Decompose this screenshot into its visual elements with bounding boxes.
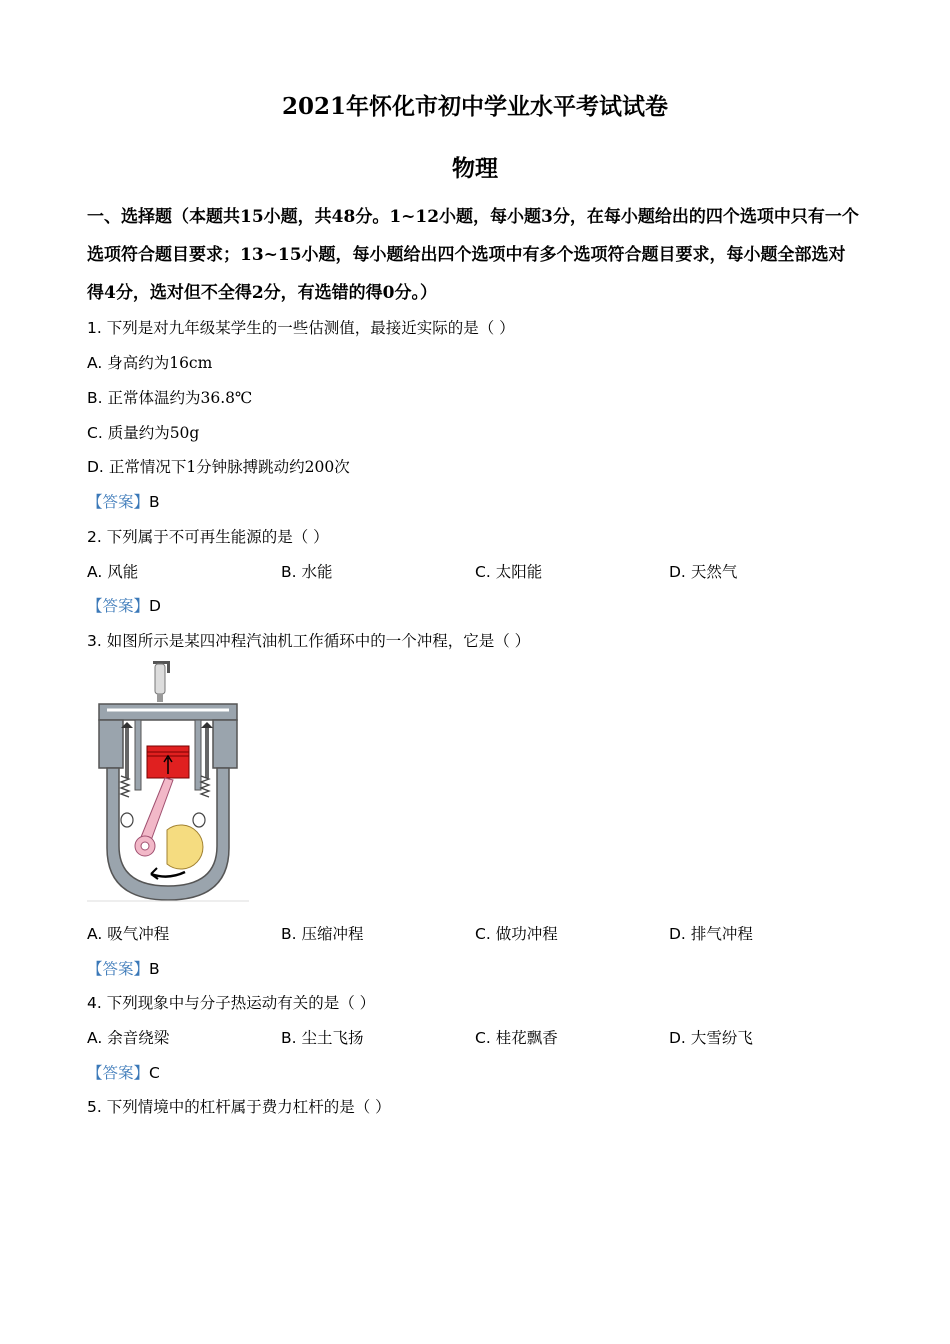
subject-title: 物理: [452, 155, 498, 182]
option-text: 天然气: [690, 563, 738, 581]
option-text: 风能: [107, 563, 139, 581]
answer-4: [87, 1061, 160, 1083]
option-text: 质量约为50g: [107, 424, 200, 442]
option-text: 余音绕梁: [107, 1029, 170, 1047]
answer-value: D: [149, 597, 161, 615]
option-c: [475, 1026, 558, 1048]
option-d: [669, 1026, 753, 1048]
option-c: [87, 421, 199, 443]
answer-1: [87, 490, 160, 512]
answer-label: 【答案】: [87, 597, 150, 615]
option-b: [87, 386, 252, 408]
option-label: C.: [87, 424, 103, 442]
option-b: [281, 560, 333, 582]
option-a: [87, 922, 169, 944]
option-text: 排气冲程: [690, 925, 753, 943]
question-stem: 下列现象中与分子热运动有关的是（ ）: [106, 994, 376, 1012]
option-a: [87, 560, 138, 582]
option-label: B.: [281, 925, 297, 943]
option-label: D.: [669, 563, 686, 581]
exam-title: 2021年怀化市初中学业水平考试试卷: [281, 93, 668, 120]
option-label: C.: [475, 563, 491, 581]
option-c: [475, 560, 542, 582]
option-text: 水能: [301, 563, 333, 581]
question-4: [87, 991, 375, 1013]
question-5: [87, 1095, 391, 1117]
question-stem: 下列属于不可再生能源的是（ ）: [106, 528, 329, 546]
question-stem: 下列情境中的杠杆属于费力杠杆的是（ ）: [106, 1098, 391, 1116]
option-text: 吸气冲程: [107, 925, 170, 943]
answer-value: B: [149, 960, 160, 978]
option-label: B.: [281, 563, 297, 581]
option-text: 桂花飘香: [495, 1029, 558, 1047]
option-d: [87, 455, 350, 477]
option-label: B.: [281, 1029, 297, 1047]
answer-value: B: [149, 493, 160, 511]
option-label: D.: [669, 925, 686, 943]
engine-cylinder-diagram: [87, 658, 249, 902]
option-c: [475, 922, 558, 944]
option-text: 压缩冲程: [301, 925, 364, 943]
option-d: [669, 922, 753, 944]
option-label: D.: [87, 458, 104, 476]
answer-value: C: [149, 1064, 160, 1082]
option-text: 大雪纷飞: [690, 1029, 753, 1047]
question-number: 4.: [87, 994, 102, 1012]
option-d: [669, 560, 737, 582]
option-text: 太阳能: [495, 563, 543, 581]
option-a: [87, 1026, 169, 1048]
question-number: 1.: [87, 319, 102, 337]
answer-3: [87, 957, 160, 979]
option-text: 尘土飞扬: [301, 1029, 364, 1047]
question-number: 3.: [87, 632, 102, 650]
question-stem: 如图所示是某四冲程汽油机工作循环中的一个冲程，它是（ ）: [106, 632, 531, 650]
question-number: 5.: [87, 1098, 102, 1116]
section-heading: 一、选择题（本题共15小题，共48分。1~12小题，每小题3分，在每小题给出的四个选项中只有一个选项符合题目要求；13~15小题，每小题给出四个选项中有多个选项符合题目要求，每小题全部选对得4分，选对但不全得2分，有选错的得0分。）: [87, 207, 859, 303]
question-number: 2.: [87, 528, 102, 546]
option-a: [87, 351, 212, 373]
question-3: [87, 629, 530, 651]
option-b: [281, 922, 364, 944]
option-text: 身高约为16cm: [107, 354, 213, 372]
option-label: C.: [475, 925, 491, 943]
question-1: [87, 316, 515, 338]
option-label: A.: [87, 354, 103, 372]
answer-label: 【答案】: [87, 1064, 150, 1082]
option-label: D.: [669, 1029, 686, 1047]
option-label: A.: [87, 925, 103, 943]
question-2: [87, 525, 329, 547]
option-label: B.: [87, 389, 103, 407]
answer-label: 【答案】: [87, 493, 150, 511]
option-b: [281, 1026, 364, 1048]
option-text: 正常体温约为36.8℃: [107, 389, 253, 407]
option-label: C.: [475, 1029, 491, 1047]
option-label: A.: [87, 563, 103, 581]
answer-2: [87, 594, 161, 616]
answer-label: 【答案】: [87, 960, 150, 978]
option-label: A.: [87, 1029, 103, 1047]
option-text: 正常情况下1分钟脉搏跳动约200次: [108, 458, 350, 476]
question-stem: 下列是对九年级某学生的一些估测值，最接近实际的是（ ）: [106, 319, 515, 337]
option-text: 做功冲程: [495, 925, 558, 943]
